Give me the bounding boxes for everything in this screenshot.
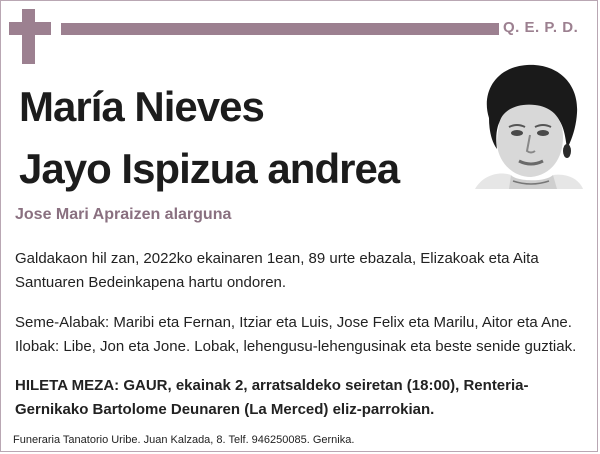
cross-icon-arm [9, 22, 51, 35]
widow-of-subtitle: Jose Mari Apraizen alarguna [15, 206, 232, 223]
death-notice-paragraph: Galdakaon hil zan, 2022ko ekainaren 1ean, 89 urte ebazala, Elizakoak eta Aita Santuaren Bedeinkapena hartu ondoren. [15, 250, 539, 291]
cross-icon [22, 9, 35, 64]
qepd-label: Q. E. P. D. [503, 19, 579, 36]
family-paragraph: Seme-Alabak: Maribi eta Fernan, Itziar eta Luis, Jose Felix eta Marilu, Aitor eta Ane. Ilobak: Libe, Jon eta Jone. Lobak, lehengusu-lehengusinak eta beste senide guztiak. [15, 314, 577, 355]
header-rule [61, 23, 499, 35]
funeral-mass-paragraph: HILETA MEZA: GAUR, ekainak 2, arratsaldeko seiretan (18:00), Renteria-Gernikako Bartolome Deunaren (La Merced) eliz-parrokian. [15, 377, 529, 418]
funeral-home-footer: Funeraria Tanatorio Uribe. Juan Kalzada, 8. Telf. 946250085. Gernika. [13, 434, 355, 446]
deceased-name-line1: María Nieves [19, 83, 264, 130]
deceased-name-line2: Jayo Ispizua andrea [19, 145, 400, 192]
portrait-photo [475, 63, 583, 189]
